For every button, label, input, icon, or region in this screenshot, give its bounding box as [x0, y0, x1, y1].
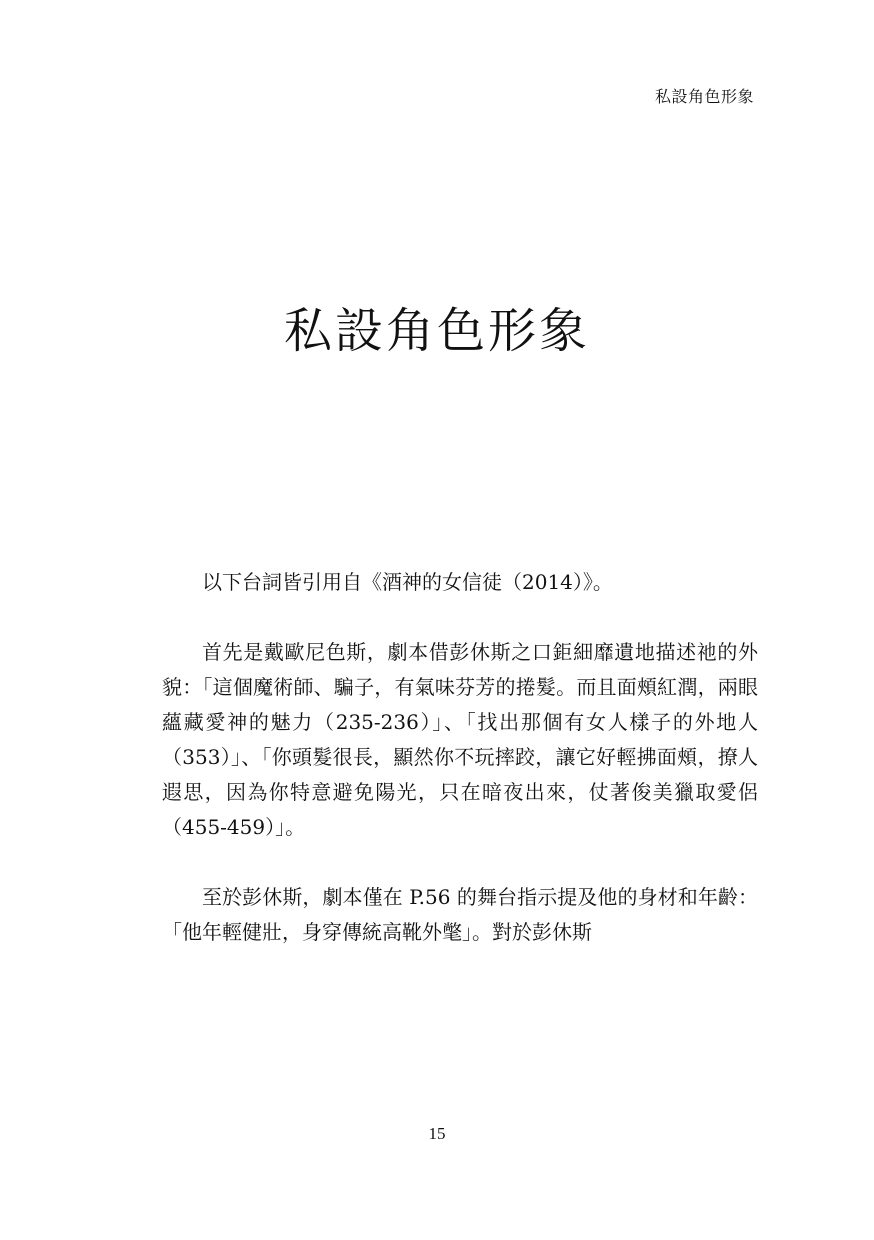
page-number: 15	[428, 1124, 446, 1143]
running-header: 私設角色形象	[654, 87, 754, 106]
paragraph-intro: 以下台詞皆引用自《酒神的女信徒（2014）》。	[202, 570, 613, 594]
body-text	[162, 565, 758, 985]
paragraph-pentheus: 至於彭休斯，劇本僅在 P.56 的舞台指示提及他的身材和年齡：「他年輕健壯，身穿傳統高靴外氅」。對於彭休斯	[162, 885, 758, 944]
chapter-title: 私設角色形象	[283, 303, 590, 359]
paragraph-dionysus: 首先是戴歐尼色斯，劇本借彭休斯之口鉅細靡遺地描述祂的外貌：「這個魔術師、騙子，有氣味芬芳的捲髮。而且面頰紅潤，兩眼蘊藏愛神的魅力（235-236）」、「找出那個有女人樣子的外地人（353）」、「你頭髮很長，顯然你不玩摔跤，讓它好輕拂面頰，撩人遐思，因為你特意避免陽光，只在暗夜出來，仗著俊美獵取愛侶（455-459）」。	[162, 640, 758, 839]
